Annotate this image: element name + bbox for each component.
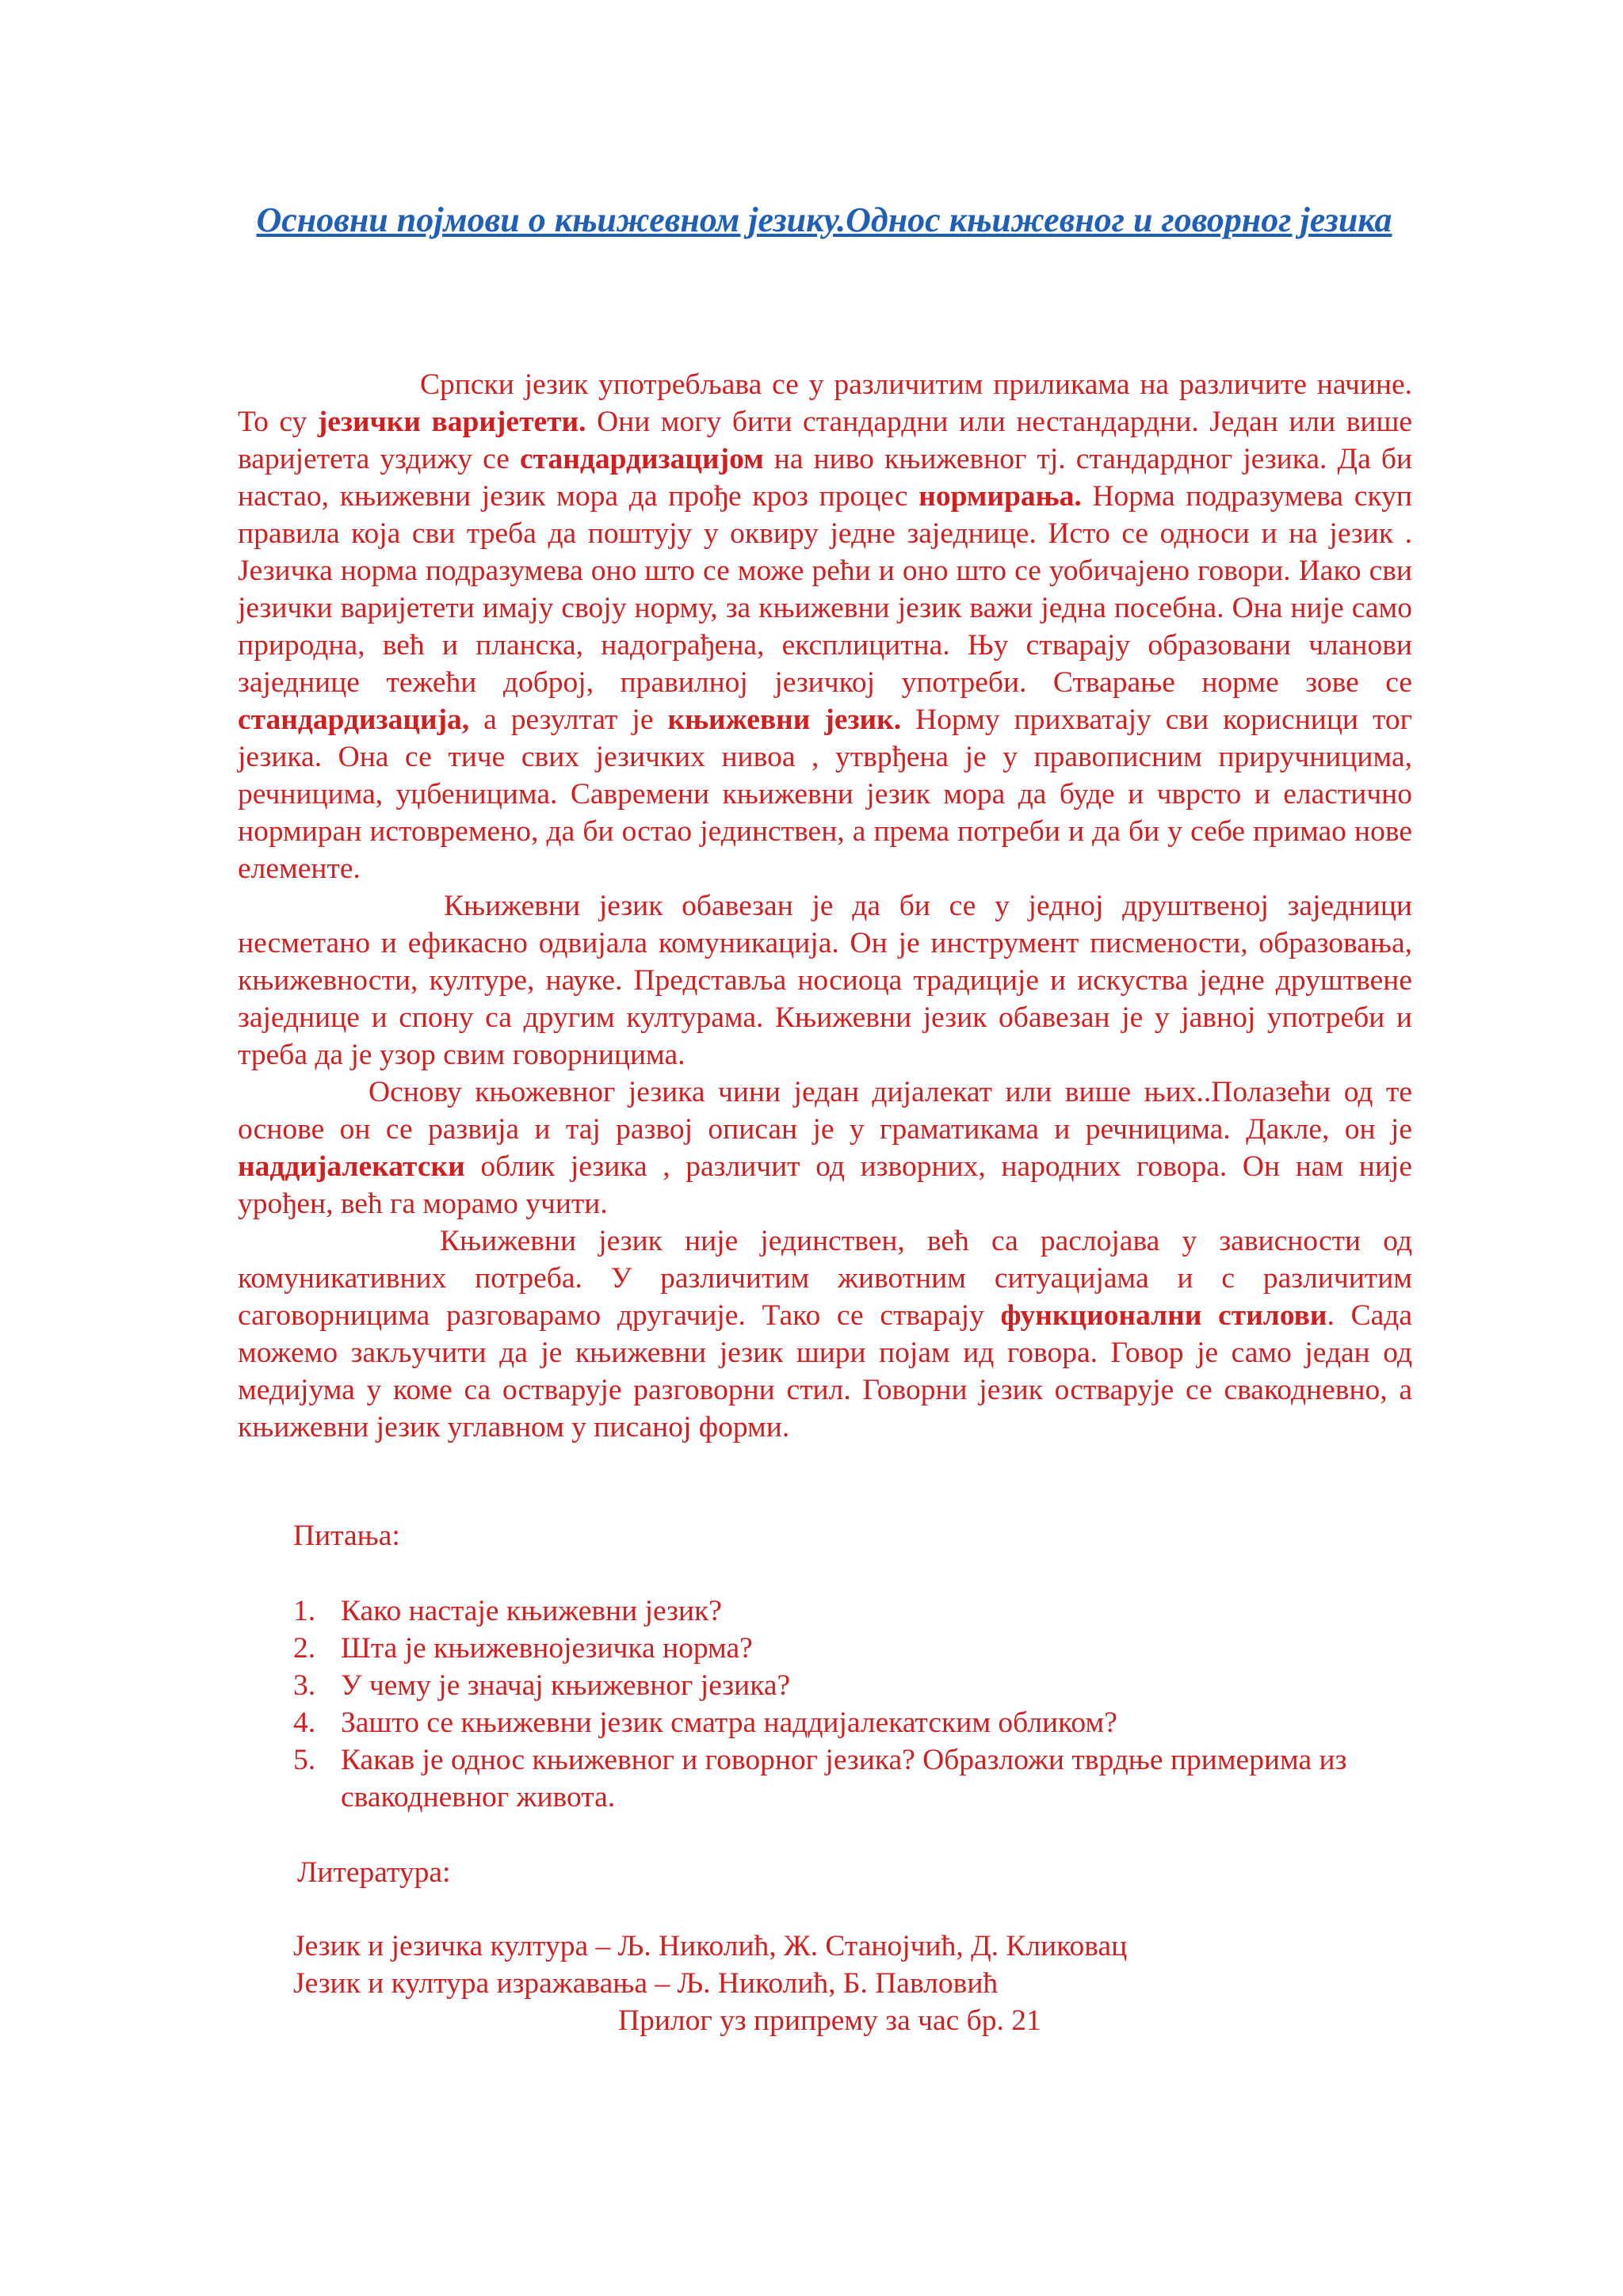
- list-item: [293, 1741, 1419, 1816]
- literature-list: [293, 1928, 1419, 2002]
- paragraph-text: Српски језик употребљава се у различитим приликама на различите начине. То су: [238, 368, 1412, 438]
- question-text: Зашто се књижевни језик сматра наддијалекатским обликом?: [341, 1707, 1117, 1739]
- paragraph-text: на ниво књижевног тј. стандардног језика. Да би настао, књижевни језик мора да прође кроз процес: [238, 443, 1412, 513]
- list-number: 5.: [293, 1744, 316, 1776]
- attachment-note: Прилог уз припрему за час бр. 21: [618, 2004, 1041, 2037]
- question-text: Какав је однос књижевног и говорног језика? Образложи тврдње примерима из свакодневног живота.: [341, 1744, 1347, 1814]
- bold-term: нормирања.: [918, 480, 1082, 513]
- paragraph-3: [238, 1074, 1412, 1222]
- list-number: 4.: [293, 1707, 316, 1739]
- paragraph-text: Норма подразумева скуп правила која сви треба да поштују у оквиру једне заједнице. Исто се односи и на језик . Језичка норма подразумева оно што се може рећи и оно што се уобичајено говори. Иако сви језички варијетети имају своју норму, за књижевни језик важи једна посебна. Она није само природна, већ и планска, надограђена, експлицитна. Њу стварају образовани чланови заједнице тежећи доброј, правилној језичкој употреби. Стварање норме зове се: [238, 480, 1412, 699]
- literature-item: Језик и култура изражавања – Љ. Николић, Б. Павловић: [293, 1967, 999, 2000]
- list-item: [293, 1630, 1419, 1667]
- paragraph-text: . Сада можемо закључити да је књижевни језик шири појам ид говора. Говор је само један од медијума у коме са остварује разговорни стил. Говорни језик остварује се свакодневно, а књижевни језик углавном у писаној форми.: [238, 1299, 1412, 1444]
- literature-item: Језик и језичка култура – Љ. Николић, Ж. Станојчић, Д. Кликовац: [293, 1930, 1128, 1962]
- literature-heading: Литература:: [297, 1856, 451, 1889]
- paragraph-2: Књижевни језик обавезан је да би се у једној друштвеној заједници несметано и ефикасно одвијала комуникација. Он је инструмент писмености, образовања, књижевности, културе, науке. Представља носиоца традиције и искуства једне друштвене заједнице и спону са другим културама. Књижевни језик обавезан је у јавној употреби и треба да је узор свим говорницима.: [238, 890, 1412, 1071]
- bold-term: стандардизација,: [238, 704, 470, 736]
- paragraph-4: [238, 1222, 1412, 1446]
- list-number: 1.: [293, 1595, 316, 1627]
- paragraph-text: а резултат је: [469, 704, 668, 736]
- questions-list: [293, 1592, 1419, 1816]
- paragraph-1: [238, 366, 1412, 887]
- list-item: [293, 1704, 1419, 1741]
- bold-term: књижевни језик.: [667, 704, 902, 736]
- list-number: 3.: [293, 1669, 316, 1702]
- list-item: [293, 1592, 1419, 1630]
- question-text: Како настаје књижевни језик?: [341, 1595, 722, 1627]
- bold-term: наддијалекатски: [238, 1150, 465, 1183]
- paragraph-text: Норму прихватају сви корисници тог језика. Она се тиче свих језичких нивоа , утврђена је у правописним приручницима, речницима, уџбеницима. Савремени књижевни језик мора да буде и чврсто и еластично нормиран истовремено, да би остао јединствен, а према потреби и да би у себе примао нове елементе.: [238, 704, 1412, 885]
- bold-term: језички варијетети.: [317, 406, 586, 438]
- bold-term: стандардизацијом: [520, 443, 764, 475]
- question-text: У чему је значај књижевног језика?: [341, 1669, 791, 1702]
- page-title: Основни појмови о књижевном језику.Однос књижевног и говорног језика: [256, 200, 1392, 239]
- paragraph-text: Основу књожевног језика чини један дијалекат или више њих..Полазећи од те основе он се развија и тај развој описан је у граматикама и речницима. Дакле, он је: [238, 1076, 1412, 1146]
- question-text: Шта је књижевнојезичка норма?: [341, 1632, 753, 1665]
- paragraph-text: Књижевни језик није јединствен, већ са раслојава у зависности од комуникативних потреба. У различитим животним ситуацијама и с различитим саговорницима разговарамо другачије. Тако се стварају: [238, 1225, 1412, 1332]
- list-item: [293, 1667, 1419, 1704]
- paragraph-text: Они могу бити стандардни или нестандардни. Један или више варијетета уздижу се: [238, 406, 1412, 475]
- document-body: [238, 366, 1412, 1446]
- paragraph-text: облик језика , различит од изворних, народних говора. Он нам није урођен, већ га морамо учити.: [238, 1150, 1412, 1220]
- list-number: 2.: [293, 1632, 316, 1665]
- questions-heading: Питања:: [293, 1520, 400, 1552]
- bold-term: функционални стилови: [1000, 1299, 1327, 1332]
